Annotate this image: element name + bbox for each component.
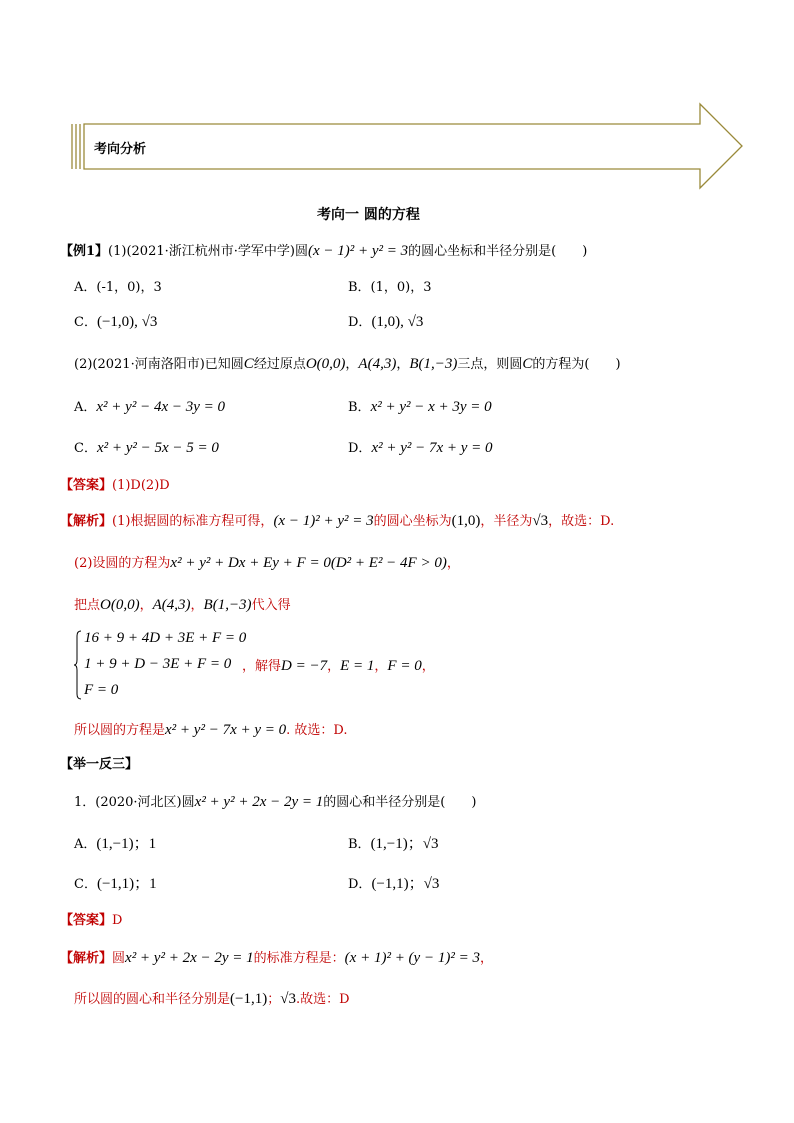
practice-answer <box>60 913 122 929</box>
stem-text: 经过原点 <box>253 357 306 372</box>
option-b: B．(1，0)，3 <box>348 280 432 295</box>
answer-value: (1)D(2)D <box>112 478 170 493</box>
analysis-text: ， <box>479 951 493 966</box>
solve-d: D = −7 <box>281 658 328 674</box>
option-math: (1,−1)；√3 <box>370 836 439 852</box>
option-a: A．(-1，0)，3 <box>74 280 162 295</box>
practice-analysis-2: 所以圆的圆心和半径分别是(−1,1)；√3.故选：D <box>74 991 350 1007</box>
source-text: 1．(2020·河北区) <box>74 795 182 810</box>
option-label: D． <box>348 315 372 330</box>
answer-line <box>60 478 170 494</box>
analysis-line-1 <box>60 513 614 530</box>
stem-text: 的圆心和半径分别是( ) <box>323 795 477 810</box>
solve-e: E = 1 <box>340 658 375 674</box>
option-math: (1,−1)；1 <box>96 836 157 852</box>
analysis-text: . 故选：D. <box>286 723 348 738</box>
analysis-tag: 【解析】 <box>60 951 113 966</box>
point-a: A(4,3) <box>358 356 397 372</box>
option-label: D． <box>348 441 372 456</box>
practice-q1 <box>74 794 476 811</box>
left-brace-icon <box>74 630 82 700</box>
analysis-text: .故选：D <box>295 992 350 1007</box>
option2-b <box>348 399 492 416</box>
point-b: B(1,−3) <box>409 356 458 372</box>
analysis-math: (−1,1) <box>230 991 268 1007</box>
analysis-text: ，半径为 <box>480 514 533 529</box>
analysis-math: (1,0) <box>451 513 481 529</box>
option2-a <box>74 399 225 416</box>
system-eq-1: 16 + 9 + 4D + 3E + F = 0 <box>84 630 247 646</box>
practice-option-a <box>74 836 156 853</box>
example1-tag: 【例1】 <box>60 244 109 259</box>
analysis-text: 把点 <box>74 598 101 613</box>
stem-text: 圆 <box>294 244 308 259</box>
option-label: C． <box>74 315 97 330</box>
option-math: x² + y² − 7x + y = 0 <box>371 440 493 456</box>
option-math: (−1,1)；√3 <box>371 876 440 892</box>
system-eq-3: F = 0 <box>84 682 119 698</box>
answer-value: D <box>112 913 123 928</box>
source-text: (2)(2021·河南洛阳市) <box>74 357 205 372</box>
option-math: (−1,1)；1 <box>96 876 157 892</box>
option-label: C． <box>74 877 97 892</box>
analysis-math: √3 <box>280 991 296 1007</box>
analysis-text: 的标准方程是： <box>253 951 345 966</box>
option-math: (1,0), √3 <box>371 314 424 330</box>
point-o: O(0,0) <box>305 356 346 372</box>
math-var: C <box>243 356 254 372</box>
practice-option-d <box>348 876 439 893</box>
banner-arrow-icon <box>68 102 748 192</box>
analysis-text: 圆 <box>112 951 126 966</box>
example1-part2-question: (2)(2021·河南洛阳市)已知圆C经过原点O(0,0)，A(4,3)，B(1,−3)三点，则圆C的方程为( ) <box>74 356 621 372</box>
analysis-line-3: 把点O(0,0)，A(4,3)，B(1,−3)代入得 <box>74 597 291 613</box>
analysis-text: 的圆心坐标为 <box>373 514 452 529</box>
analysis-math: (x − 1)² + y² = 3 <box>273 513 374 529</box>
section-banner <box>68 102 748 192</box>
option-label: A． <box>74 400 97 415</box>
analysis-math: x² + y² − 7x + y = 0 <box>165 722 287 738</box>
circle-equation: x² + y² + 2x − 2y = 1 <box>194 794 324 810</box>
option-label: A． <box>74 837 97 852</box>
analysis-text: (1)根据圆的标准方程可得， <box>112 514 274 529</box>
section-title: 考向一 圆的方程 <box>317 207 420 223</box>
option-c <box>74 314 157 331</box>
answer-tag: 【答案】 <box>60 913 113 928</box>
analysis-math: x² + y² + 2x − 2y = 1 <box>125 950 254 966</box>
point-b: B(1,−3) <box>203 597 252 613</box>
option-label: B． <box>348 400 371 415</box>
point-a: A(4,3) <box>152 597 191 613</box>
stem-text: 圆 <box>181 795 195 810</box>
option2-c <box>74 440 219 457</box>
option-math: x² + y² − 5x − 5 = 0 <box>96 440 219 456</box>
option-d <box>348 314 423 331</box>
solve-f: F = 0 <box>387 658 422 674</box>
practice-option-b <box>348 836 439 853</box>
analysis-tag: 【解析】 <box>60 514 113 529</box>
practice-option-c <box>74 876 157 893</box>
conclusion-line <box>74 722 348 739</box>
answer-tag: 【答案】 <box>60 478 113 493</box>
analysis-text: (2)设圆的方程为 <box>74 556 171 571</box>
option-math: (−1,0), √3 <box>96 314 158 330</box>
analysis-text: 所以圆的方程是 <box>74 723 166 738</box>
analysis-math: (D² + E² − 4F > 0) <box>330 555 447 571</box>
option-math: x² + y² − x + 3y = 0 <box>370 399 492 415</box>
analysis-text: ， <box>446 556 460 571</box>
math-var: C <box>522 356 533 372</box>
analysis-math: (x + 1)² + (y − 1)² = 3 <box>344 950 480 966</box>
option-label: D． <box>348 877 372 892</box>
option-math: x² + y² − 4x − 3y = 0 <box>96 399 226 415</box>
equation-system <box>74 630 574 702</box>
option2-d <box>348 440 493 457</box>
practice-tag: 【举一反三】 <box>60 757 139 772</box>
stem-text: 的圆心坐标和半径分别是( ) <box>408 244 588 259</box>
example1-source: (1)(2021·浙江杭州市·学军中学) <box>108 244 295 259</box>
practice-analysis-1 <box>60 950 493 967</box>
analysis-text: 代入得 <box>251 598 291 613</box>
analysis-text: 所以圆的圆心和半径分别是 <box>74 992 231 1007</box>
point-o: O(0,0) <box>100 597 140 613</box>
option-label: B． <box>348 837 371 852</box>
option-label: C． <box>74 441 97 456</box>
system-eq-2: 1 + 9 + D − 3E + F = 0 <box>84 656 232 672</box>
analysis-math: x² + y² + Dx + Ey + F = 0 <box>170 555 331 571</box>
stem-text: 三点，则圆 <box>457 357 523 372</box>
stem-text: 的方程为( ) <box>532 357 621 372</box>
analysis-text: ，故选：D. <box>548 514 615 529</box>
solve-line: ，解得D = −7，E = 1，F = 0， <box>242 658 435 674</box>
example1-question <box>60 243 587 260</box>
analysis-text: ，解得 <box>242 659 282 674</box>
banner-title: 考向分析 <box>94 142 147 157</box>
circle-equation: (x − 1)² + y² = 3 <box>307 243 409 259</box>
analysis-math: √3 <box>532 513 549 529</box>
stem-text: 已知圆 <box>204 357 244 372</box>
analysis-line-2 <box>74 555 460 572</box>
